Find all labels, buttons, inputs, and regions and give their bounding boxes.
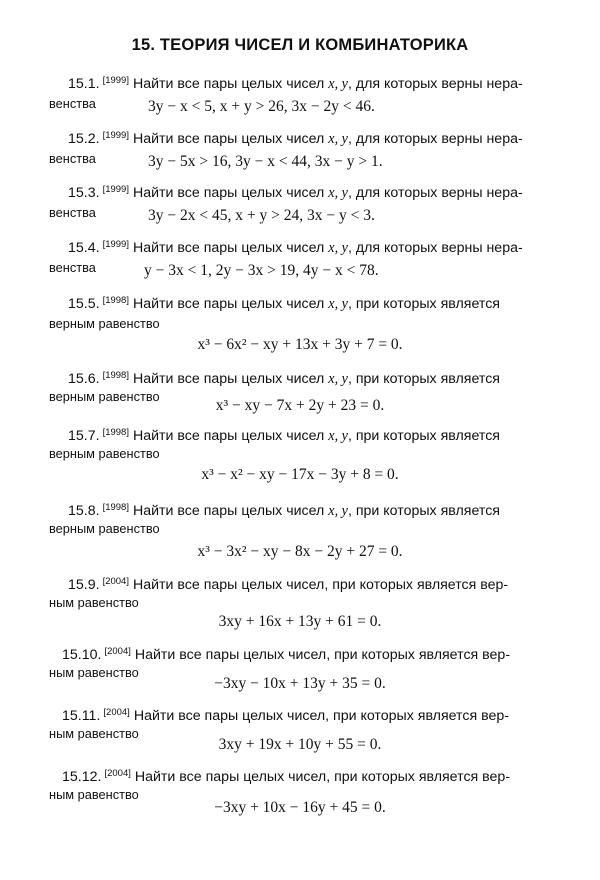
problem-text: Найти все пары целых чисел, при которых является вер- (132, 577, 509, 593)
problem-vars: x, y (328, 428, 348, 444)
problem-number: 15.4. (68, 240, 100, 256)
problem-vars: x, y (328, 503, 348, 519)
problem-statement (68, 371, 532, 388)
problem-vars: x, y (328, 371, 348, 387)
problem-formula: 3y − 5x > 16, 3y − x < 44, 3x − y > 1. (148, 153, 383, 170)
problem-continuation: верным равенство (49, 316, 160, 331)
chapter-title: 15. ТЕОРИЯ ЧИСЕЛ И КОМБИНАТОРИКА (131, 36, 469, 54)
problem-text-end: , при которых является (347, 296, 500, 312)
problem-year: [2004] (103, 707, 130, 718)
problem-formula: y − 3x < 1, 2y − 3x > 19, 4y − x < 78. (144, 262, 379, 279)
problem-formula: 3y − 2x < 45, x + y > 24, 3x − y < 3. (148, 207, 375, 224)
problem-formula: 3xy + 16x + 13y + 61 = 0. (218, 613, 382, 630)
problem-number: 15.12. (62, 769, 102, 785)
problem-number: 15.8. (68, 503, 100, 519)
problem-formula: x³ − x² − xy − 17x − 3y + 8 = 0. (201, 466, 399, 483)
problem-continuation: венства (49, 260, 96, 275)
problem-text: Найти все пары целых чисел, при которых является вер- (133, 708, 509, 724)
problem-continuation: верным равенство (49, 446, 160, 461)
problem-year: [2004] (104, 646, 131, 657)
problem-continuation: верным равенство (49, 389, 160, 404)
problem-text-end: , для которых верны нера- (347, 131, 523, 147)
problem-text: Найти все пары целых чисел (132, 503, 329, 519)
problem-statement (68, 428, 532, 445)
problem-text-end: , при которых является (347, 503, 500, 519)
problem-text: Найти все пары целых чисел (132, 371, 329, 387)
problem-year: [1998] (102, 427, 129, 438)
problem-statement (68, 131, 532, 148)
problem-text-end: , для которых верны нера- (347, 76, 523, 92)
problem-statement (68, 296, 532, 313)
problem-continuation: верным равенство (49, 521, 160, 536)
problem-formula: −3xy + 10x − 16y + 45 = 0. (214, 799, 386, 816)
problem-text-end: , при которых является (347, 371, 500, 387)
problem-statement (68, 503, 532, 520)
problem-continuation: ным равенство (49, 787, 139, 802)
problem-continuation: ным равенство (49, 665, 139, 680)
problem-year: [1998] (102, 370, 129, 381)
problem-text: Найти все пары целых чисел (132, 296, 329, 312)
problem-statement (68, 185, 532, 202)
problem-year: [1999] (102, 130, 129, 141)
problem-year: [2004] (104, 768, 131, 779)
problem-year: [1999] (102, 239, 129, 250)
problem-statement (68, 240, 532, 257)
problem-number: 15.10. (62, 647, 102, 663)
problem-continuation: ным равенство (49, 595, 139, 610)
problem-vars: x, y (328, 185, 348, 201)
problem-number: 15.7. (68, 428, 100, 444)
problem-vars: x, y (328, 296, 348, 312)
problem-continuation: венства (49, 96, 96, 111)
problem-text: Найти все пары целых чисел (132, 428, 329, 444)
problem-text: Найти все пары целых чисел, при которых является вер- (134, 769, 511, 785)
problem-statement (62, 708, 534, 724)
problem-vars: x, y (328, 240, 348, 256)
problem-year: [1998] (102, 502, 129, 513)
problem-statement (68, 76, 532, 93)
problem-continuation: венства (49, 205, 96, 220)
problem-text-end: , для которых верны нера- (347, 185, 523, 201)
problem-number: 15.1. (68, 76, 100, 92)
problem-text: Найти все пары целых чисел (132, 76, 329, 92)
problem-formula: 3xy + 19x + 10y + 55 = 0. (218, 736, 382, 753)
problem-continuation: ным равенство (49, 726, 139, 741)
problem-statement (62, 647, 534, 663)
problem-vars: x, y (328, 131, 348, 147)
problem-vars: x, y (328, 76, 348, 92)
problem-number: 15.3. (68, 185, 100, 201)
problem-number: 15.11. (62, 708, 101, 724)
problem-formula: x³ − xy − 7x + 2y + 23 = 0. (215, 397, 385, 414)
problem-formula: x³ − 6x² − xy + 13x + 3y + 7 = 0. (197, 336, 403, 353)
problem-year: [1998] (102, 295, 129, 306)
problem-text: Найти все пары целых чисел, при которых является вер- (134, 647, 511, 663)
problem-year: [1999] (102, 184, 129, 195)
problem-continuation: венства (49, 151, 96, 166)
problem-formula: x³ − 3x² − xy − 8x − 2y + 27 = 0. (197, 543, 403, 560)
problem-number: 15.6. (68, 371, 100, 387)
problem-formula: 3y − x < 5, x + y > 26, 3x − 2y < 46. (148, 98, 375, 115)
problem-formula: −3xy − 10x + 13y + 35 = 0. (214, 675, 386, 692)
problem-number: 15.2. (68, 131, 100, 147)
problem-year: [1999] (102, 75, 129, 86)
problem-text-end: , для которых верны нера- (347, 240, 523, 256)
problem-statement (68, 577, 534, 593)
problem-year: [2004] (102, 576, 129, 587)
problem-number: 15.5. (68, 296, 100, 312)
problem-statement (62, 769, 534, 785)
problem-text: Найти все пары целых чисел (132, 185, 329, 201)
problem-text-end: , при которых является (347, 428, 500, 444)
problem-number: 15.9. (68, 577, 100, 593)
problem-text: Найти все пары целых чисел (132, 131, 329, 147)
problem-text: Найти все пары целых чисел (132, 240, 329, 256)
